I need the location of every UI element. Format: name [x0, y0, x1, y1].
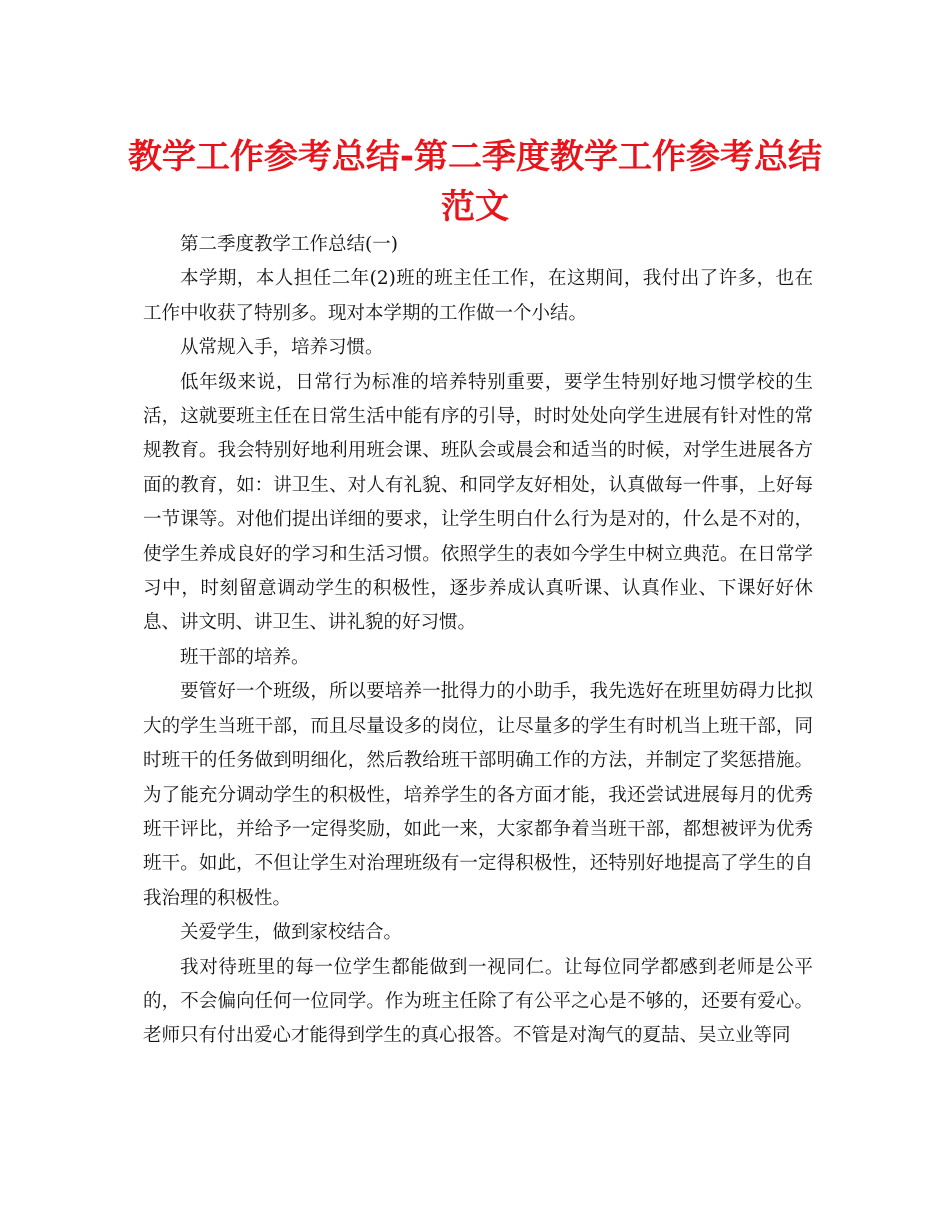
section-heading: 第二季度教学工作总结(一)	[180, 234, 398, 255]
document-title: 教学工作参考总结-第二季度教学工作参考总结范文	[127, 137, 823, 227]
paragraph: 我对待班里的每一位学生都能做到一视同仁。让每位同学都感到老师是公平的，不会偏向任何一位同学。作为班主任除了有公平之心是不够的，还要有爱心。老师只有付出爱心才能得到学生的真心报答。不管是对淘气的夏喆、吴立业等同	[143, 956, 813, 1047]
document-body	[143, 228, 813, 1054]
section-heading: 班干部的培养。	[180, 646, 310, 668]
paragraph: 要管好一个班级，所以要培养一批得力的小助手，我先选好在班里妨碍力比拟大的学生当班干部，而且尽量设多的岗位，让尽量多的学生有时机当上班干部，同时班干的任务做到明细化，然后教给班干部明确工作的方法，并制定了奖惩措施。为了能充分调动学生的积极性，培养学生的各方面才能，我还尝试进展每月的优秀班干评比，并给予一定得奖励，如此一来，大家都争着当班干部，都想被评为优秀班干。如此，不但让学生对治理班级有一定得积极性，还特别好地提高了学生的自我治理的积极性。	[143, 681, 813, 909]
paragraph: 低年级来说，日常行为标准的培养特别重要，要学生特别好地习惯学校的生活，这就要班主任在日常生活中能有序的引导，时时处处向学生进展有针对性的常规教育。我会特别好地利用班会课、班队会或晨会和适当的时候，对学生进展各方面的教育，如：讲卫生、对人有礼貌、和同学友好相处，认真做每一件事，上好每一节课等。对他们提出详细的要求，让学生明白什么行为是对的，什么是不对的，使学生养成良好的学习和生活习惯。依照学生的表如今学生中树立典范。在日常学习中，时刻留意调动学生的积极性，逐步养成认真听课、认真作业、下课好好休息、讲文明、讲卫生、讲礼貌的好习惯。	[143, 371, 813, 634]
section-heading: 从常规入手，培养习惯。	[180, 337, 384, 359]
paragraph: 本学期，本人担任二年(2)班的班主任工作，在这期间，我付出了许多，也在工作中收获了特别多。现对本学期的工作做一个小结。	[143, 268, 813, 324]
section-heading: 关爱学生，做到家校结合。	[180, 922, 403, 944]
